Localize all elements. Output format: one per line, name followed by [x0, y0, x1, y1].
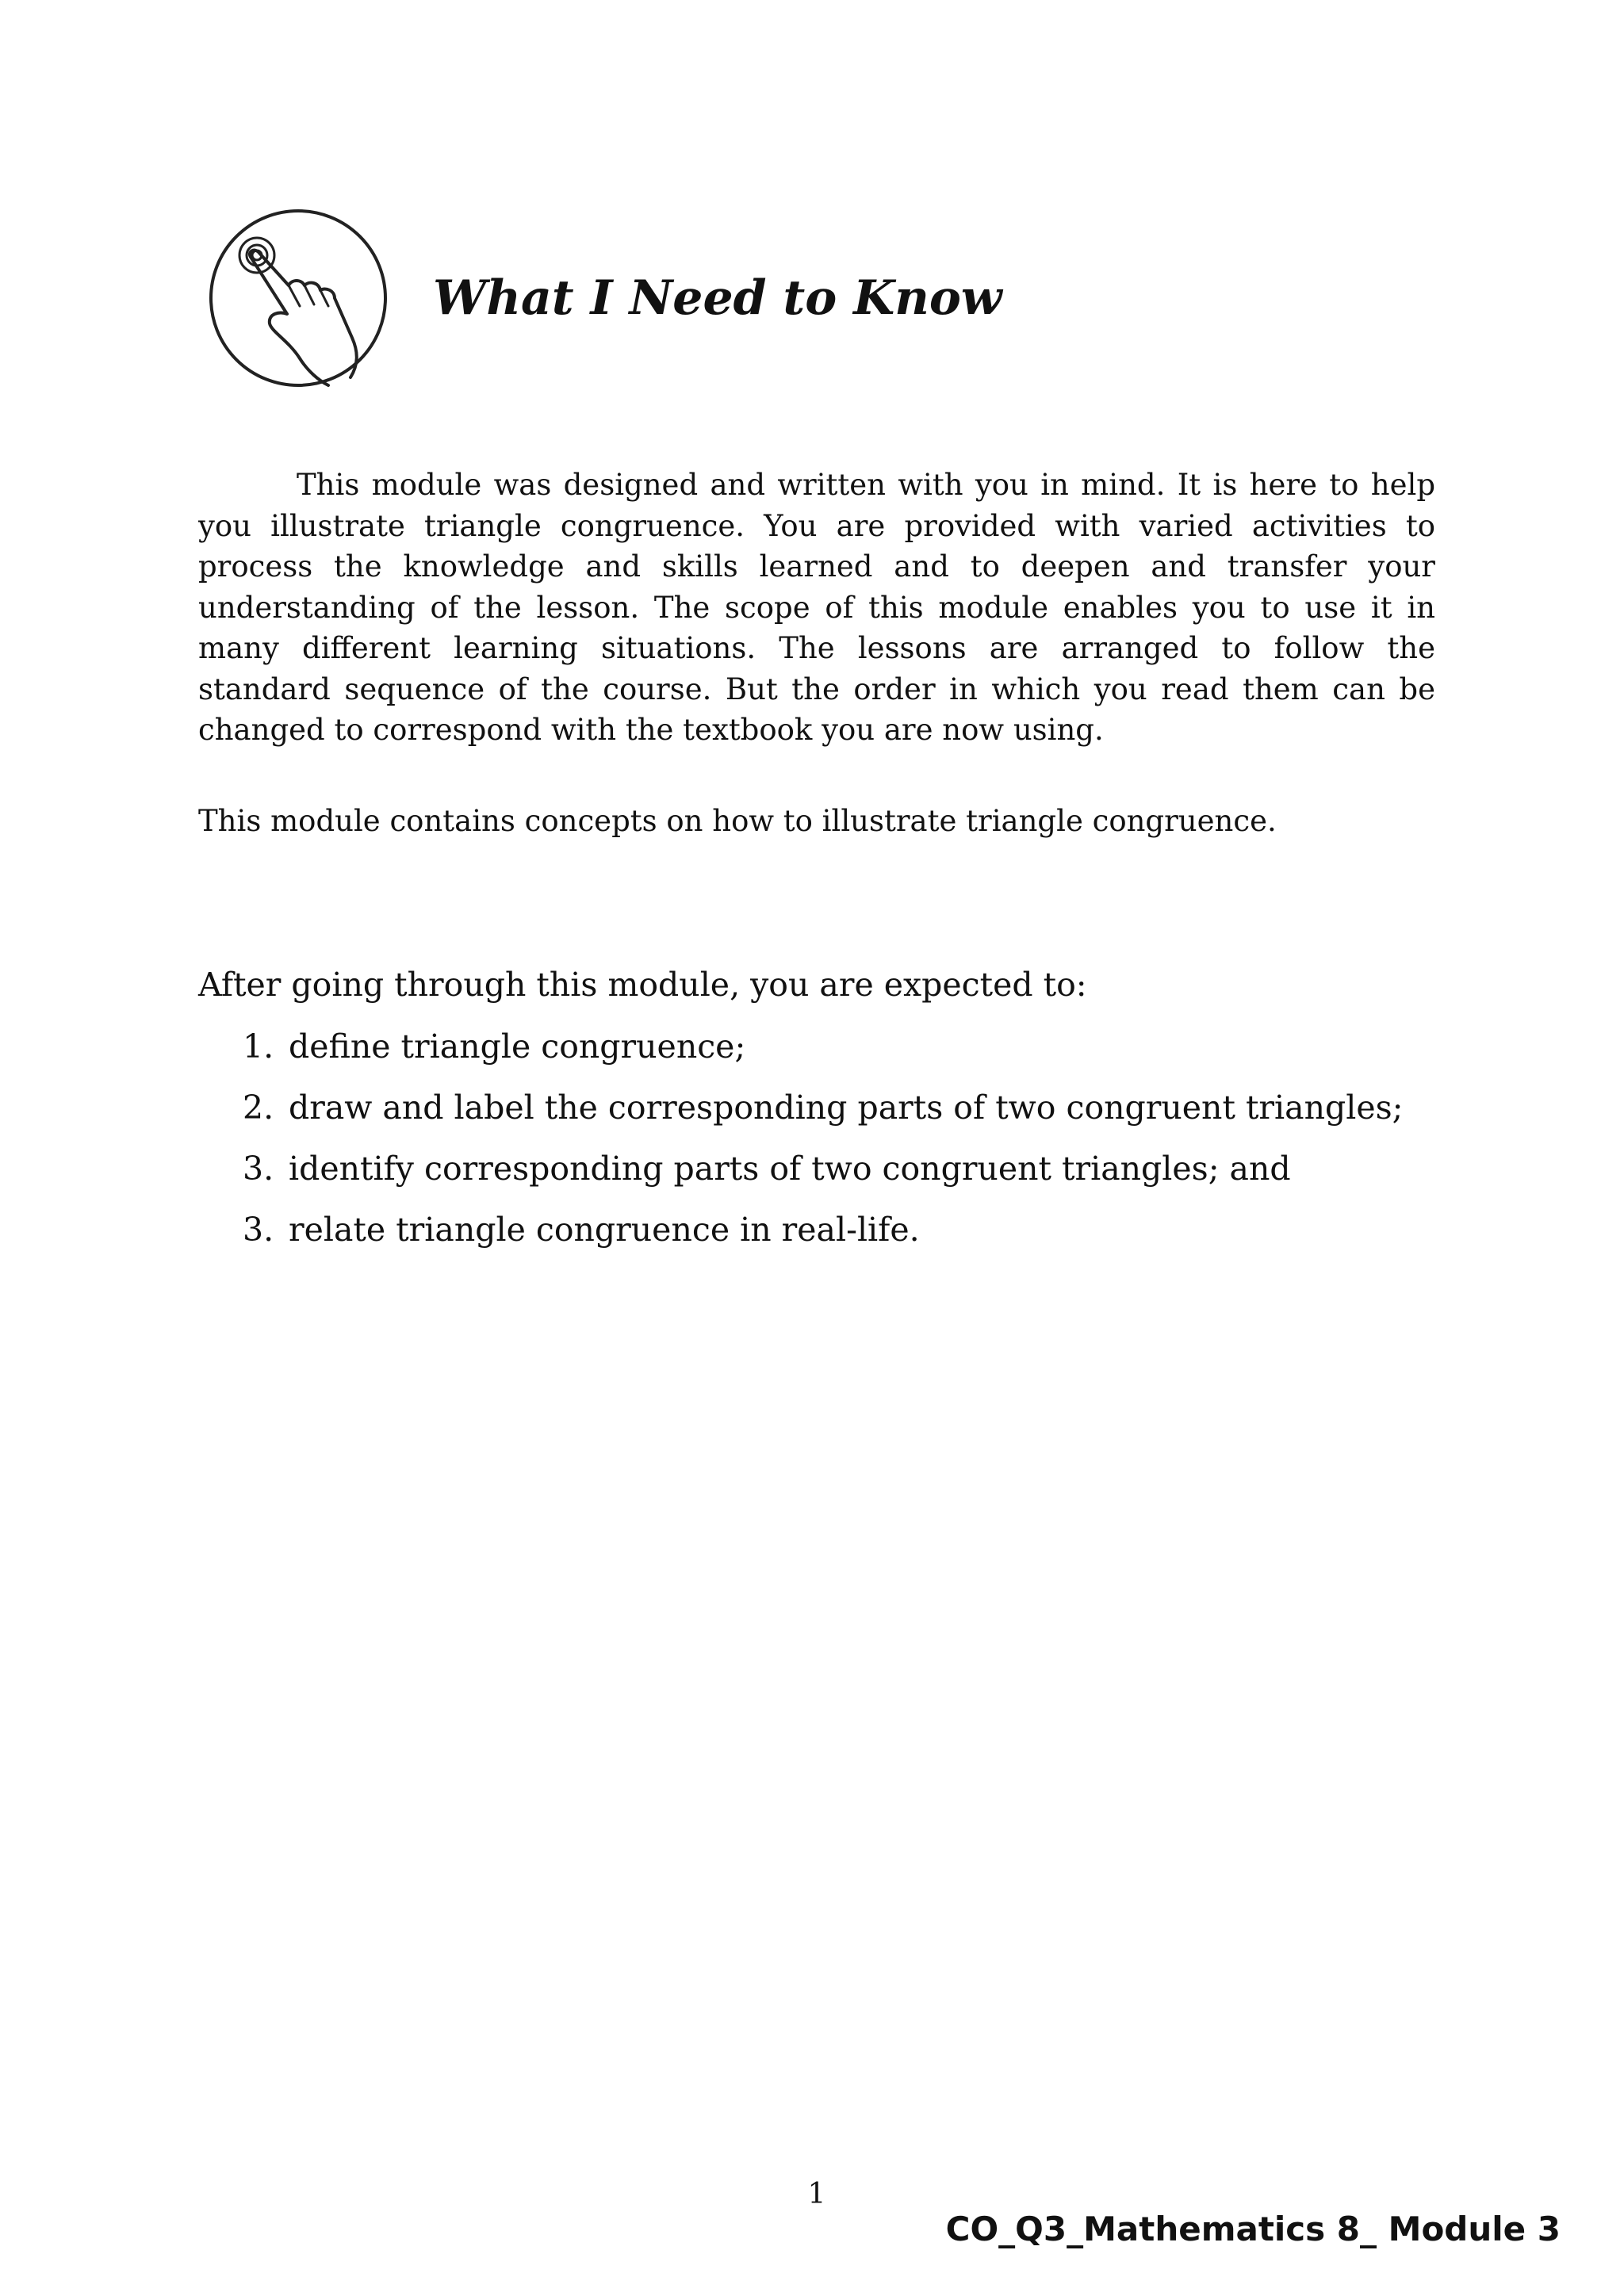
hand-pointer-icon: [203, 203, 393, 393]
list-item-number: 2.: [243, 1089, 274, 1127]
list-item-text: relate triangle congruence in real-life.: [289, 1211, 920, 1249]
list-item: [243, 1146, 1403, 1207]
list-item-number: 3.: [243, 1211, 274, 1249]
list-item: [243, 1024, 1403, 1085]
list-item: [243, 1207, 1403, 1269]
list-item-number: 1.: [243, 1027, 274, 1066]
objectives-lead: After going through this module, you are expected to:: [198, 966, 1087, 1004]
list-item: [243, 1085, 1403, 1146]
page-number: 1: [807, 2178, 826, 2210]
objectives-list: [243, 1024, 1403, 1269]
list-item-number: 3.: [243, 1150, 274, 1188]
module-contents-statement: This module contains concepts on how to illustrate triangle congruence.: [198, 804, 1277, 838]
list-item-text: identify corresponding parts of two congruent triangles; and: [289, 1150, 1291, 1188]
module-code: CO_Q3_Mathematics 8_ Module 3: [945, 2210, 1561, 2248]
section-title: What I Need to Know: [433, 270, 1002, 326]
list-item-text: define triangle congruence;: [289, 1027, 746, 1066]
list-item-text: draw and label the corresponding parts of two congruent triangles;: [289, 1089, 1404, 1127]
intro-paragraph: This module was designed and written with you in mind. It is here to help you illustrate triangle congruence. You are provided with varied activities to process the knowledge and skills learned and to deepen and transfer your understanding of the lesson. The scope of this module enables you to use it in many different learning situations. The lessons are arranged to follow the standard sequence of the course. But the order in which you read them can be changed to correspond with the textbook you are now using.: [198, 468, 1435, 747]
